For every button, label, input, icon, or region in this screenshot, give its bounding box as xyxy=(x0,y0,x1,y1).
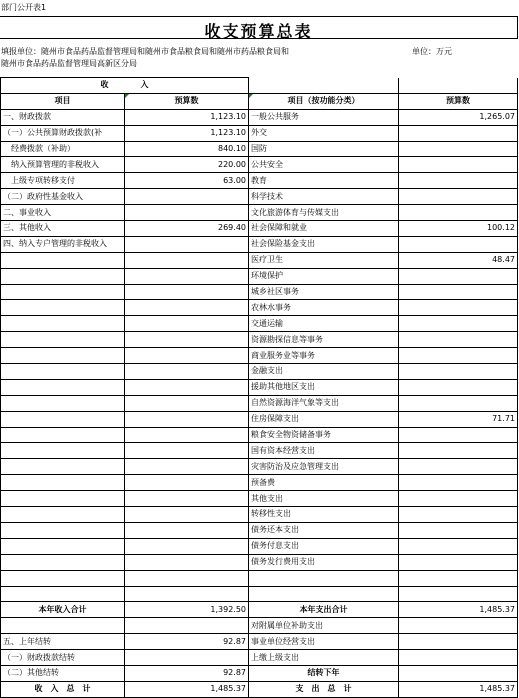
income-item xyxy=(1,554,125,570)
expense-budget xyxy=(399,570,518,586)
table-row xyxy=(1,618,518,634)
expense-item: 债务付息支出 xyxy=(249,538,399,554)
income-budget xyxy=(125,395,249,411)
income-budget xyxy=(125,252,249,268)
grand-total-row xyxy=(1,681,518,697)
income-budget xyxy=(125,205,249,221)
income-budget xyxy=(125,443,249,459)
table-row xyxy=(1,125,518,141)
income-budget: 92.87 xyxy=(125,665,249,681)
income-item xyxy=(1,284,125,300)
income-budget: 92.87 xyxy=(125,634,249,650)
income-item: 四、纳入专户管理的非税收入 xyxy=(1,236,125,252)
table-row xyxy=(1,364,518,380)
expense-item: 环境保护 xyxy=(249,268,399,284)
expense-item: 转移性支出 xyxy=(249,507,399,523)
unit-label: 单位：万元 xyxy=(412,47,452,56)
table-row xyxy=(1,379,518,395)
income-grand-value: 1,485.37 xyxy=(125,681,249,697)
title-box xyxy=(0,16,518,39)
income-item: 上级专项转移支付 xyxy=(1,173,125,189)
income-budget xyxy=(125,332,249,348)
expense-budget: 1,265.07 xyxy=(399,109,518,125)
expense-item: 资源勘探信息等事务 xyxy=(249,332,399,348)
income-budget: 1,123.10 xyxy=(125,125,249,141)
expense-budget xyxy=(399,364,518,380)
income-budget xyxy=(125,284,249,300)
expense-budget xyxy=(399,618,518,634)
income-budget xyxy=(125,316,249,332)
income-item: （一）公共预算财政拨款(补 xyxy=(1,125,125,141)
expense-item: 预备费 xyxy=(249,475,399,491)
table-row xyxy=(1,459,518,475)
income-item xyxy=(1,379,125,395)
expense-item: 援助其他地区支出 xyxy=(249,379,399,395)
table-row xyxy=(1,332,518,348)
expense-item: 农林水事务 xyxy=(249,300,399,316)
income-item: 三、其他收入 xyxy=(1,221,125,237)
expense-budget xyxy=(399,141,518,157)
table-row xyxy=(1,395,518,411)
expense-item: 商业服务业等事务 xyxy=(249,348,399,364)
expense-item: 金融支出 xyxy=(249,364,399,380)
expense-budget xyxy=(399,491,518,507)
expense-total-label: 本年支出合计 xyxy=(249,602,399,618)
expense-item: 其他支出 xyxy=(249,491,399,507)
table-row xyxy=(1,570,518,586)
totals-row xyxy=(1,602,518,618)
income-item xyxy=(1,364,125,380)
expense-item: 国防 xyxy=(249,141,399,157)
expense-budget xyxy=(399,173,518,189)
income-item xyxy=(1,475,125,491)
table-row xyxy=(1,268,518,284)
expense-item: 社会保障和就业 xyxy=(249,221,399,237)
table-row xyxy=(1,427,518,443)
expense-budget xyxy=(399,316,518,332)
income-budget xyxy=(125,300,249,316)
income-item: （二）其他结转 xyxy=(1,665,125,681)
expense-item: 债务发行费用支出 xyxy=(249,554,399,570)
expense-budget xyxy=(399,522,518,538)
expense-budget xyxy=(399,475,518,491)
income-budget: 1,123.10 xyxy=(125,109,249,125)
expense-item: 文化旅游体育与传媒支出 xyxy=(249,205,399,221)
table-row xyxy=(1,554,518,570)
income-budget xyxy=(125,491,249,507)
table-row xyxy=(1,221,518,237)
income-item xyxy=(1,443,125,459)
expense-item: 自然资源海洋气象等支出 xyxy=(249,395,399,411)
income-item xyxy=(1,538,125,554)
income-item xyxy=(1,618,125,634)
income-group-header: 收 入 xyxy=(1,78,249,94)
income-budget: 269.40 xyxy=(125,221,249,237)
expense-item: 国有资本经营支出 xyxy=(249,443,399,459)
expense-total-value: 1,485.37 xyxy=(399,602,518,618)
expense-item: 住房保障支出 xyxy=(249,411,399,427)
income-budget xyxy=(125,268,249,284)
expense-budget xyxy=(399,459,518,475)
expense-budget xyxy=(399,125,518,141)
expense-item: 上缴上级支出 xyxy=(249,650,399,666)
expense-budget xyxy=(399,443,518,459)
expense-item: 科学技术 xyxy=(249,189,399,205)
table-row xyxy=(1,411,518,427)
budget-table xyxy=(0,77,518,698)
expense-budget: 71.71 xyxy=(399,411,518,427)
income-item xyxy=(1,522,125,538)
expense-item xyxy=(249,570,399,586)
expense-item: 医疗卫生 xyxy=(249,252,399,268)
income-item xyxy=(1,268,125,284)
expense-item: 债务还本支出 xyxy=(249,522,399,538)
col-expense-item: 项目（按功能分类） xyxy=(249,93,399,109)
expense-budget xyxy=(399,236,518,252)
income-item xyxy=(1,300,125,316)
expense-budget xyxy=(399,538,518,554)
expense-item: 一般公共服务 xyxy=(249,109,399,125)
income-item: 二、事业收入 xyxy=(1,205,125,221)
income-budget xyxy=(125,554,249,570)
expense-item: 结转下年 xyxy=(249,665,399,681)
expense-budget xyxy=(399,205,518,221)
income-budget xyxy=(125,379,249,395)
income-item xyxy=(1,427,125,443)
income-budget xyxy=(125,427,249,443)
col-income-item: 项目 xyxy=(1,93,125,109)
table-row xyxy=(1,491,518,507)
table-row xyxy=(1,252,518,268)
expense-item xyxy=(249,586,399,602)
income-item xyxy=(1,507,125,523)
income-item xyxy=(1,332,125,348)
reporting-unit-line-2: 随州市食品药品监督管理局高新区分局 xyxy=(1,59,137,68)
income-budget xyxy=(125,475,249,491)
expense-item: 外交 xyxy=(249,125,399,141)
table-row xyxy=(1,538,518,554)
table-row xyxy=(1,443,518,459)
table-row xyxy=(1,284,518,300)
expense-grand-label: 支 出 总 计 xyxy=(249,681,399,697)
table-row xyxy=(1,109,518,125)
expense-item: 城乡社区事务 xyxy=(249,284,399,300)
page-title: 收支预算总表 xyxy=(204,22,313,41)
form-label: 部门公开表1 xyxy=(1,3,47,12)
income-item xyxy=(1,459,125,475)
expense-item: 社会保险基金支出 xyxy=(249,236,399,252)
income-item xyxy=(1,395,125,411)
expense-item: 对附属单位补助支出 xyxy=(249,618,399,634)
expense-item: 交通运输 xyxy=(249,316,399,332)
reporting-unit-line-1: 填报单位：随州市食品药品监督管理局和随州市食品粮食局和随州市药品粮食局和 xyxy=(1,47,289,56)
table-row xyxy=(1,475,518,491)
income-item xyxy=(1,252,125,268)
income-item xyxy=(1,586,125,602)
table-row xyxy=(1,141,518,157)
expense-budget xyxy=(399,650,518,666)
table-row xyxy=(1,507,518,523)
table-row xyxy=(1,189,518,205)
expense-item: 粮食安全物资储备事务 xyxy=(249,427,399,443)
income-budget xyxy=(125,348,249,364)
expense-budget xyxy=(399,332,518,348)
col-expense-budget: 预算数 xyxy=(399,93,518,109)
income-budget xyxy=(125,586,249,602)
income-budget xyxy=(125,459,249,475)
table-row xyxy=(1,157,518,173)
income-budget xyxy=(125,411,249,427)
expense-item: 灾害防治及应急管理支出 xyxy=(249,459,399,475)
expense-budget: 48.47 xyxy=(399,252,518,268)
income-budget xyxy=(125,570,249,586)
income-budget xyxy=(125,189,249,205)
table-row xyxy=(1,300,518,316)
expense-budget xyxy=(399,379,518,395)
income-budget xyxy=(125,236,249,252)
expense-budget xyxy=(399,554,518,570)
income-item: （一）财政拨款结转 xyxy=(1,650,125,666)
income-item: 五、上年结转 xyxy=(1,634,125,650)
expense-budget xyxy=(399,634,518,650)
table-row xyxy=(1,586,518,602)
income-item: 一、财政拨款 xyxy=(1,109,125,125)
expense-budget xyxy=(399,427,518,443)
table-row xyxy=(1,316,518,332)
col-income-budget: 预算数 xyxy=(125,93,249,109)
expense-budget xyxy=(399,348,518,364)
income-budget xyxy=(125,618,249,634)
expense-budget: 100.12 xyxy=(399,221,518,237)
table-row xyxy=(1,348,518,364)
expense-budget xyxy=(399,507,518,523)
expense-budget xyxy=(399,284,518,300)
expense-item: 事业单位经营支出 xyxy=(249,634,399,650)
table-row xyxy=(1,173,518,189)
expense-budget xyxy=(399,268,518,284)
income-item: （二）政府性基金收入 xyxy=(1,189,125,205)
income-item xyxy=(1,316,125,332)
income-budget: 840.10 xyxy=(125,141,249,157)
income-budget: 63.00 xyxy=(125,173,249,189)
expense-budget xyxy=(399,189,518,205)
expense-grand-value: 1,485.37 xyxy=(399,681,518,697)
expense-budget xyxy=(399,300,518,316)
income-item xyxy=(1,491,125,507)
income-budget xyxy=(125,364,249,380)
income-budget xyxy=(125,650,249,666)
income-item: 经费拨款（补助） xyxy=(1,141,125,157)
income-total-value: 1,392.50 xyxy=(125,602,249,618)
expense-item: 教育 xyxy=(249,173,399,189)
table-row xyxy=(1,650,518,666)
table-row xyxy=(1,236,518,252)
income-item xyxy=(1,411,125,427)
expense-item: 公共安全 xyxy=(249,157,399,173)
income-budget: 220.00 xyxy=(125,157,249,173)
table-row xyxy=(1,634,518,650)
table-row xyxy=(1,205,518,221)
income-budget xyxy=(125,507,249,523)
table-row xyxy=(1,665,518,681)
table-row xyxy=(1,522,518,538)
income-item: 纳入预算管理的非税收入 xyxy=(1,157,125,173)
expense-budget xyxy=(399,586,518,602)
income-grand-label: 收 入 总 计 xyxy=(1,681,125,697)
income-item xyxy=(1,570,125,586)
income-budget xyxy=(125,538,249,554)
expense-budget xyxy=(399,157,518,173)
income-item xyxy=(1,348,125,364)
expense-budget xyxy=(399,395,518,411)
expense-budget xyxy=(399,665,518,681)
income-total-label: 本年收入合计 xyxy=(1,602,125,618)
income-budget xyxy=(125,522,249,538)
